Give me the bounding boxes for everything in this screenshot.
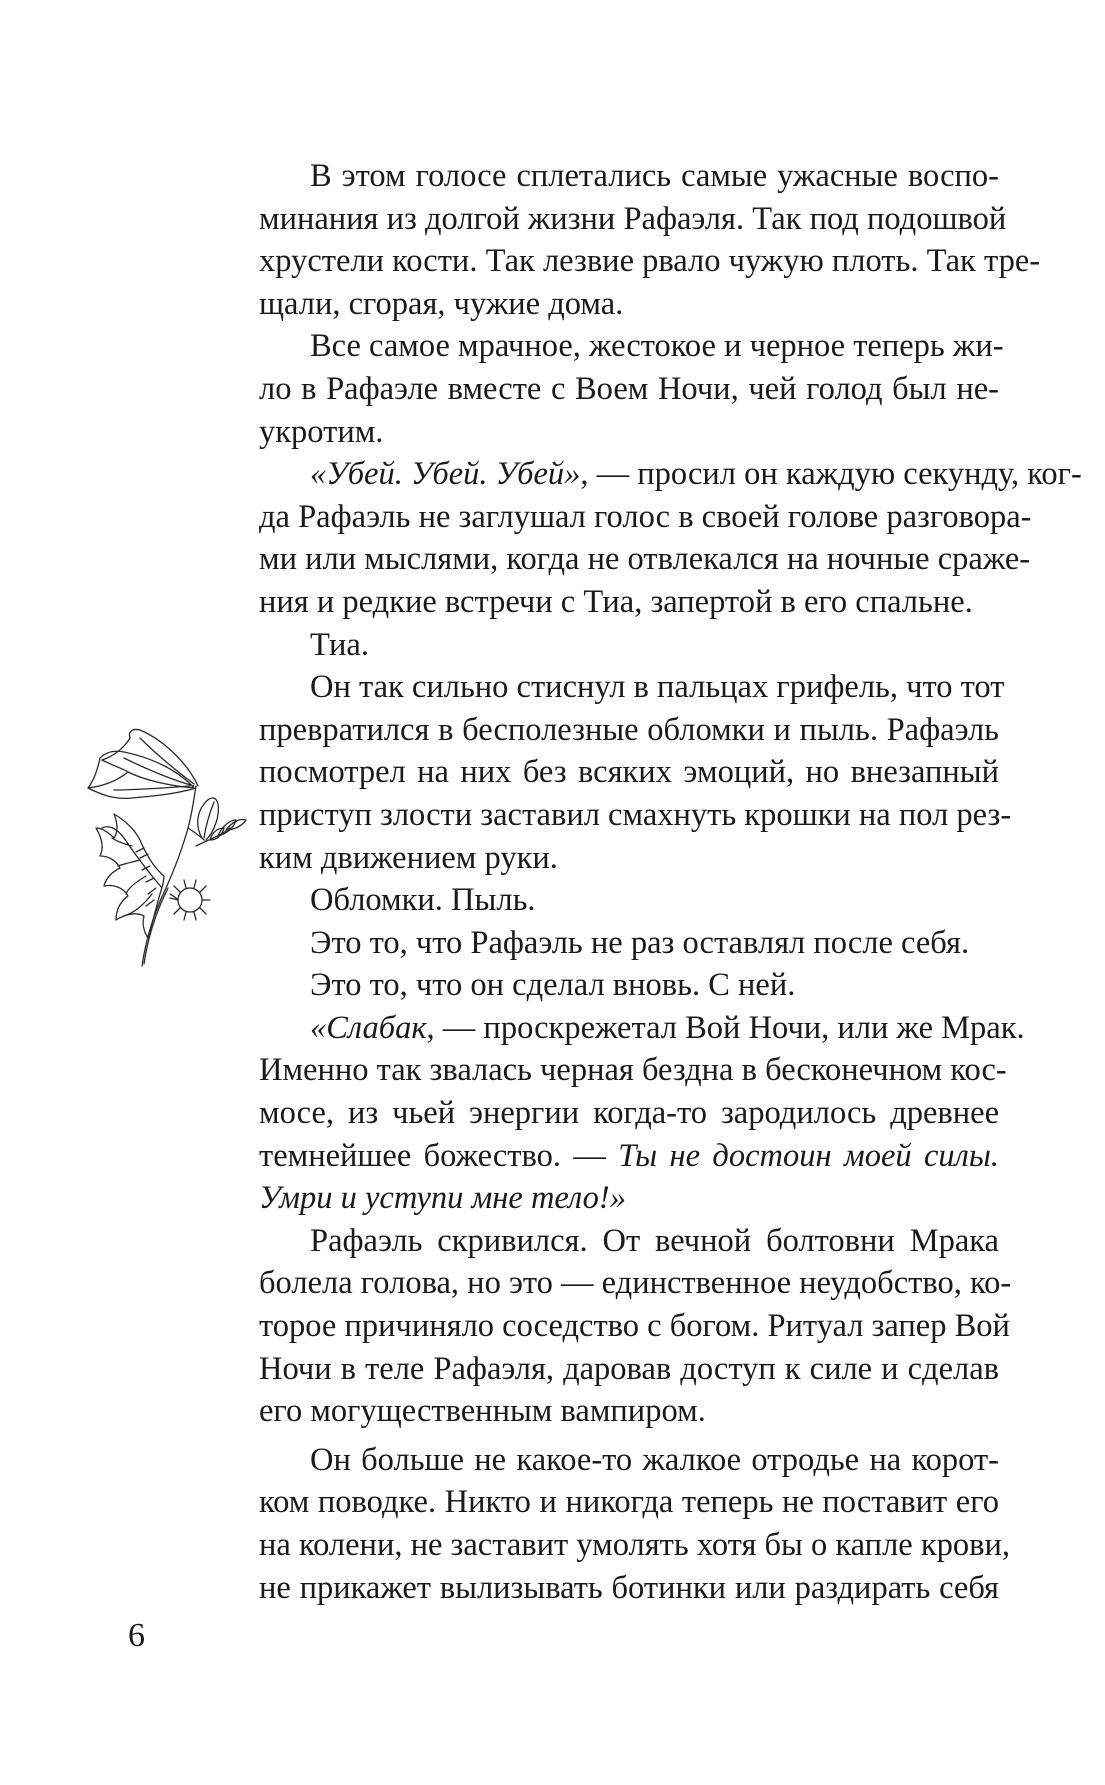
text-line (259, 1305, 1010, 1348)
text-line (259, 368, 999, 411)
text-line (259, 794, 1012, 837)
text-run: В этом голосе сплетались самые ужасные воспо- (310, 158, 999, 194)
text-line (259, 1481, 999, 1524)
text-run: торое причиняло соседство с богом. Ритуал запер Вой (259, 1308, 1010, 1345)
text-line (259, 1524, 1010, 1567)
text-line (259, 922, 999, 965)
paragraph (259, 453, 1082, 623)
italic-text: Умри и уступи мне тело!» (259, 1180, 626, 1217)
text-run: мосе, из чьей энергии когда-то зародилось древнее (259, 1095, 999, 1132)
text-run: посмотрел на них без всяких эмоций, но внезапный (259, 754, 999, 791)
text-line (259, 198, 1007, 241)
text-line (259, 538, 1031, 581)
text-run: Тиа. (310, 626, 369, 663)
text-line (259, 751, 999, 794)
text-line (259, 837, 999, 880)
paragraph (259, 879, 999, 922)
text-run: Это то, что Рафаэль не раз оставлял после себя. (310, 924, 970, 961)
text-line (259, 155, 999, 198)
text-line (259, 1177, 999, 1220)
paragraph (259, 1439, 1010, 1609)
text-run: ми или мыслями, когда не отвлекался на ночные сраже- (259, 541, 1031, 578)
text-line (259, 453, 1082, 496)
paragraph (259, 325, 1004, 453)
text-line (259, 1348, 999, 1391)
text-run: приступ злости заставил смахнуть крошки на пол рез- (259, 796, 1012, 833)
text-run: Все самое мрачное, жестокое и черное теперь жи- (310, 328, 1004, 365)
text-run: его могущественным вампиром. (259, 1393, 706, 1430)
paragraph (259, 922, 999, 965)
body-text (259, 155, 1082, 1609)
text-line (259, 581, 999, 624)
text-line (259, 283, 999, 326)
text-run: Это то, что он сделал вновь. С ней. (310, 967, 796, 1004)
paragraph (259, 666, 1012, 879)
text-line (259, 1135, 999, 1178)
text-run: на колени, не заставит умолять хотя бы о капле крови, (259, 1527, 1010, 1563)
text-run: ния и редкие встречи с Тиа, запертой в его спальне. (259, 583, 973, 620)
text-line (259, 1567, 999, 1610)
text-run: не прикажет вылизывать ботинки или раздирать себя (259, 1569, 999, 1606)
text-run: хрустели кости. Так лезвие рвало чужую плоть. Так тре- (259, 243, 1041, 280)
paragraph (259, 964, 999, 1007)
italic-text: Ты не достоин моей силы. (618, 1137, 999, 1174)
text-line (259, 1262, 1012, 1305)
text-run: укротим. (259, 413, 384, 450)
italic-text: «Убей. Убей. Убей» (310, 456, 581, 493)
text-line (259, 325, 1004, 368)
text-run: Ночи в теле Рафаэля, даровав доступ к силе и сделав (259, 1350, 999, 1387)
paragraph (259, 1007, 1025, 1220)
text-run: ком поводке. Никто и никогда теперь не поставит его (259, 1484, 999, 1521)
paragraph (259, 1220, 1012, 1433)
text-line (259, 1390, 999, 1433)
page-number: 6 (128, 1617, 145, 1654)
text-line (259, 1092, 999, 1135)
text-run: , — проскрежетал Вой Ночи, или же Мрак. (426, 1009, 1025, 1046)
text-line (259, 624, 999, 667)
text-line (259, 240, 1041, 283)
text-run: ло в Рафаэле вместе с Воем Ночи, чей голод был не- (259, 370, 999, 407)
flower-illustration-icon (84, 728, 250, 968)
text-run: Он так сильно стиснул в пальцах грифель, что тот (310, 669, 1005, 706)
text-line (259, 709, 999, 752)
text-run: Он больше не какое-то жалкое отродье на корот- (310, 1441, 999, 1478)
text-line (259, 879, 999, 922)
text-run: Обломки. Пыль. (310, 882, 536, 919)
paragraph (259, 624, 999, 667)
text-run: ким движением руки. (259, 839, 558, 876)
text-run: болела голова, но это — единственное неудобство, ко- (259, 1265, 1012, 1302)
text-line (259, 1007, 1025, 1050)
text-run: Именно так звалась черная бездна в бесконечном кос- (259, 1052, 1007, 1089)
text-run: темнейшее божество. — (259, 1137, 619, 1174)
text-line (259, 411, 999, 454)
text-run: , — просил он каждую секунду, ког- (580, 456, 1082, 493)
text-line (259, 666, 1005, 709)
text-line (259, 964, 999, 1007)
text-run: Рафаэль скривился. От вечной болтовни Мрака (310, 1222, 999, 1259)
text-run: щали, сгорая, чужие дома. (259, 285, 624, 322)
text-line (259, 1439, 999, 1482)
paragraph (259, 155, 1041, 325)
text-line (259, 496, 1032, 539)
text-run: минания из долгой жизни Рафаэля. Так под подошвой (259, 200, 1007, 237)
text-line (259, 1049, 1007, 1092)
italic-text: «Слабак (310, 1009, 427, 1046)
text-line (259, 1220, 999, 1263)
text-run: да Рафаэль не заглушал голос в своей голове разговора- (259, 498, 1032, 535)
text-run: превратился в бесполезные обломки и пыль. Рафаэль (259, 711, 999, 748)
